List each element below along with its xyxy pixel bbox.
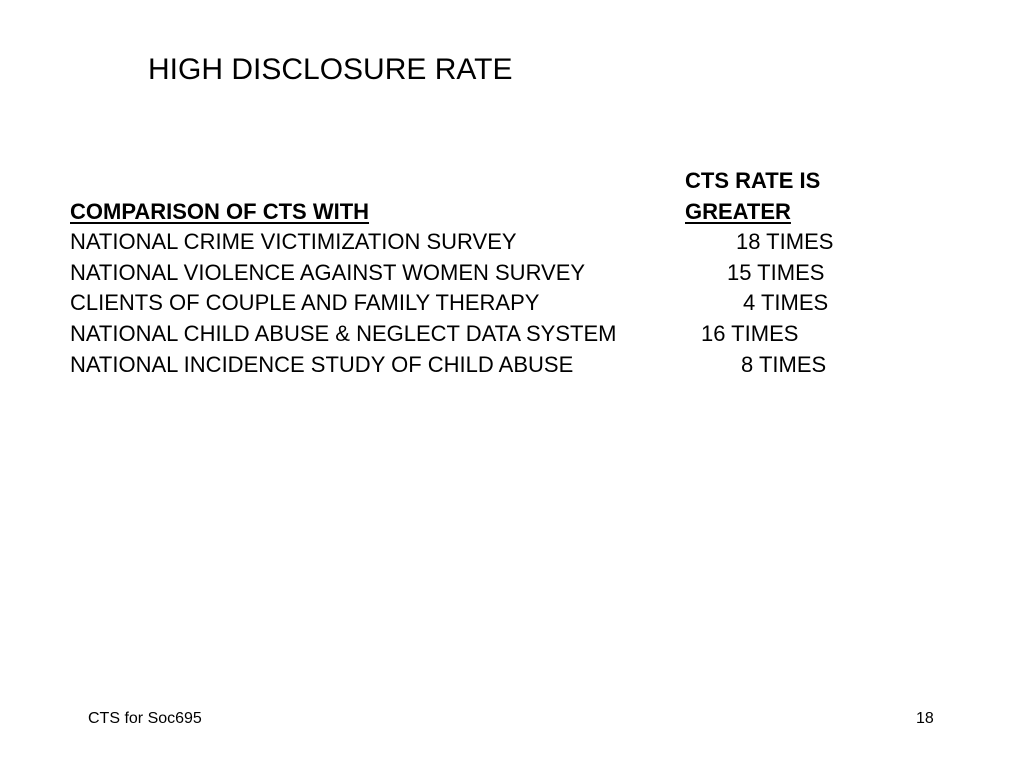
table-row <box>70 258 870 289</box>
header-value-line1: CTS RATE IS <box>685 168 821 193</box>
table-row <box>70 350 870 381</box>
table-row <box>70 319 870 350</box>
row-value: 8 TIMES <box>741 351 827 377</box>
header-value-line2: GREATER <box>685 198 791 224</box>
slide-title: HIGH DISCLOSURE RATE <box>148 53 513 86</box>
table-header-row-1 <box>70 166 870 197</box>
row-label: NATIONAL CRIME VICTIMIZATION SURVEY <box>70 229 517 255</box>
row-label: NATIONAL INCIDENCE STUDY OF CHILD ABUSE <box>70 351 574 377</box>
row-value: 15 TIMES <box>727 259 825 285</box>
header-label: COMPARISON OF CTS WITH <box>70 198 370 224</box>
table-header-row-2 <box>70 197 870 228</box>
table-row <box>70 288 870 319</box>
footer-course-label: CTS for Soc695 <box>88 710 202 727</box>
comparison-table <box>70 166 870 380</box>
row-value: 16 TIMES <box>701 320 799 346</box>
row-value: 4 TIMES <box>743 290 829 316</box>
row-value: 18 TIMES <box>736 229 834 255</box>
row-label: NATIONAL CHILD ABUSE & NEGLECT DATA SYSTEM <box>70 320 617 346</box>
slide-page-number: 18 <box>916 710 934 727</box>
table-row <box>70 227 870 258</box>
row-label: NATIONAL VIOLENCE AGAINST WOMEN SURVEY <box>70 259 586 285</box>
row-label: CLIENTS OF COUPLE AND FAMILY THERAPY <box>70 290 540 316</box>
